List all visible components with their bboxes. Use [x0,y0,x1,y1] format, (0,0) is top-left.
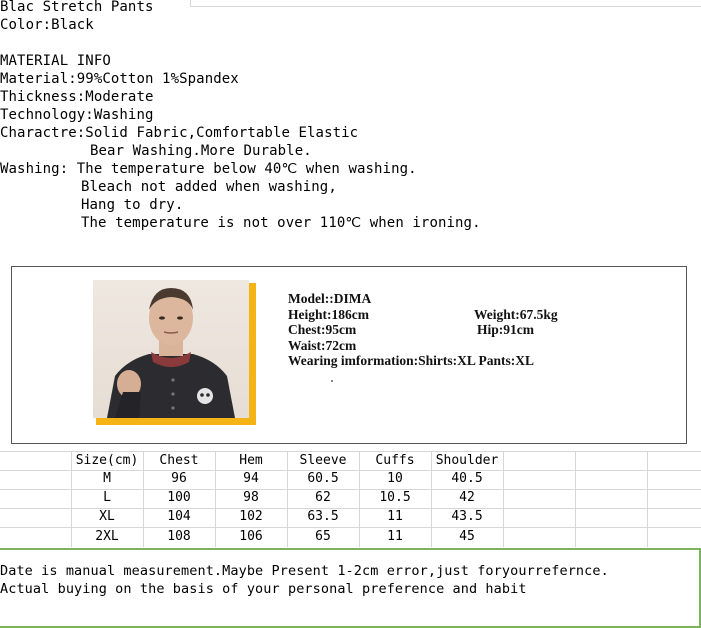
size-table-cell: 11 [387,529,403,544]
model-wearing-info: Wearing imformation:Shirts:XL Pants:XL [288,353,534,368]
size-table-cell: L [103,490,111,505]
model-weight: Weight:67.5kg [474,307,558,322]
material-line: Material:99%Cotton 1%Spandex [0,71,239,87]
size-table-cell: 40.5 [451,471,483,486]
product-color: Color:Black [0,17,94,33]
model-waist: Waist:72cm [288,338,357,353]
size-table-cell: 98 [243,490,259,505]
charactre-line-continued: Bear Washing.More Durable. [90,143,312,159]
charactre-line: Charactre:Solid Fabric,Comfortable Elastic [0,125,359,141]
size-table-cell: 106 [239,529,263,544]
size-table-cell: 60.5 [307,471,339,486]
size-table-cell: 96 [171,471,187,486]
size-table-cell: 65 [315,529,331,544]
grid-line [575,451,576,547]
size-table-header: Chest [159,453,199,468]
size-table-cell: 108 [167,529,191,544]
model-height: Height:186cm [288,307,369,322]
size-table-header: Shoulder [435,453,499,468]
size-table-cell: 94 [243,471,259,486]
washing-line-bleach: Bleach not added when washing, [81,179,337,195]
model-name: Model::DIMA [288,291,372,306]
model-photo-illustration [93,280,249,418]
product-name: Blac Stretch Pants [0,0,154,15]
grid-line [647,451,648,547]
size-table-header: Size(cm) [75,453,139,468]
model-hip: Hip:91cm [477,322,534,337]
model-chest: Chest:95cm [288,322,357,337]
size-table-header: Cuffs [375,453,415,468]
size-table-cell: 104 [167,509,191,524]
washing-line: Washing: The temperature below 40℃ when washing. [0,161,417,177]
size-table-cell: M [103,471,111,486]
size-table-cell: 45 [459,529,475,544]
material-info-heading: MATERIAL INFO [0,53,111,69]
thickness-line: Thickness:Moderate [0,89,154,105]
size-table-cell: 43.5 [451,509,483,524]
technology-line: Technology:Washing [0,107,154,123]
washing-line-hang: Hang to dry. [81,197,184,213]
size-table-cell: 10.5 [379,490,411,505]
size-table-cell: 102 [239,509,263,524]
size-table-header: Sleeve [299,453,347,468]
grid-line [503,451,504,547]
size-table-cell: 42 [459,490,475,505]
washing-line-ironing: The temperature is not over 110℃ when ironing. [81,215,481,231]
measurement-note: Date is manual measurement.Maybe Present 1-2cm error,just foryourrefernce. [0,563,609,579]
stray-dot [331,380,333,382]
top-divider [190,6,701,7]
size-table-cell: 63.5 [307,509,339,524]
buying-note: Actual buying on the basis of your personal preference and habit [0,581,527,597]
size-table-cell: 100 [167,490,191,505]
model-photo [93,280,249,418]
size-table [0,451,701,547]
size-table-cell: 11 [387,509,403,524]
size-table-header: Hem [239,453,263,468]
size-table-cell: 10 [387,471,403,486]
size-table-cell: XL [99,509,115,524]
size-table-cell: 2XL [95,529,119,544]
size-table-cell: 62 [315,490,331,505]
